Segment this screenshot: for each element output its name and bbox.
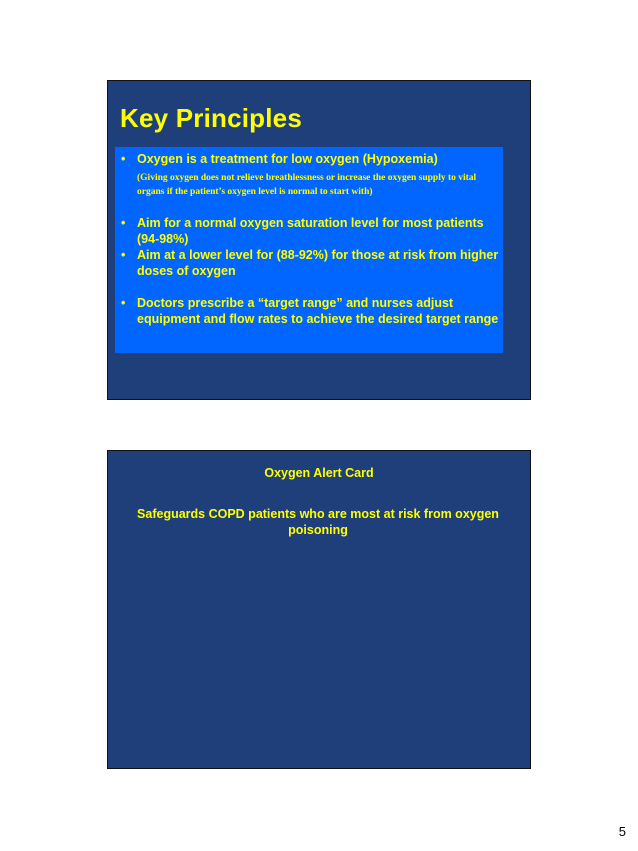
slide-oxygen-alert-card bbox=[107, 450, 531, 769]
bullet-marker: • bbox=[121, 216, 126, 230]
bullet-marker: • bbox=[121, 248, 126, 262]
bullet-text: Doctors prescribe a “target range” and nurses adjust equipment and flow rates to achieve the desired target range bbox=[137, 296, 499, 326]
bullet-item bbox=[121, 151, 499, 167]
principles-box bbox=[115, 147, 503, 353]
bullet-text: Oxygen is a treatment for low oxygen (Hypoxemia) bbox=[137, 152, 438, 166]
bullet-item bbox=[121, 295, 499, 327]
slide-title: Oxygen Alert Card bbox=[264, 466, 374, 480]
slide-body-text: Safeguards COPD patients who are most at risk from oxygen poisoning bbox=[137, 507, 499, 537]
bullet-marker: • bbox=[121, 152, 126, 166]
bullet-item bbox=[121, 247, 499, 279]
slide-key-principles bbox=[107, 80, 531, 400]
bullet-note: (Giving oxygen does not relieve breathlessness or increase the oxygen supply to vital organs if the patient’s oxygen level is normal to start with) bbox=[137, 173, 477, 197]
page-number: 5 bbox=[618, 824, 626, 839]
bullet-text: Aim for a normal oxygen saturation level for most patients (94-98%) bbox=[137, 216, 484, 246]
slide-title: Key Principles bbox=[120, 103, 302, 133]
bullet-item bbox=[121, 215, 499, 247]
bullet-marker: • bbox=[121, 296, 126, 310]
bullet-text: Aim at a lower level for (88-92%) for those at risk from higher doses of oxygen bbox=[137, 248, 499, 278]
